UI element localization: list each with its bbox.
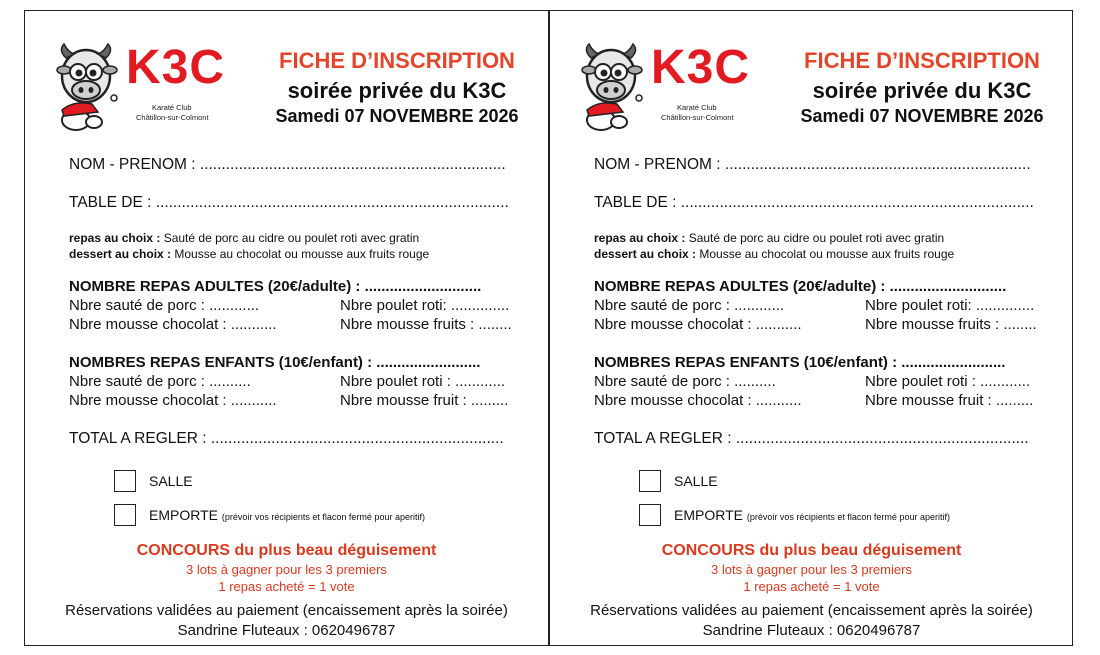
name-field[interactable]: NOM - PRENOM : ....................................................................... xyxy=(594,156,1031,173)
table-field[interactable]: TABLE DE : .................................................................................. xyxy=(594,194,1034,211)
contest-line2: 1 repas acheté = 1 vote xyxy=(218,579,355,594)
adults-porc-field[interactable]: Nbre sauté de porc : ............ xyxy=(69,297,260,314)
meal-choice xyxy=(594,231,944,245)
total-field[interactable]: TOTAL A REGLER : .................................................................... xyxy=(594,430,1029,447)
salle-checkbox[interactable] xyxy=(114,470,136,492)
emporte-option xyxy=(674,507,950,523)
emporte-note: (prévoir vos récipients et flacon fermé pour aperitif) xyxy=(221,512,425,522)
adults-poulet-field[interactable]: Nbre poulet roti: .............. xyxy=(340,297,510,314)
children-porc-field[interactable]: Nbre sauté de porc : .......... xyxy=(594,373,776,390)
footer-reservation: Réservations validées au paiement (encaissement après la soirée) xyxy=(590,602,1033,619)
logo-text: K3C xyxy=(651,41,751,94)
event-date: Samedi 07 NOVEMBRE 2026 xyxy=(275,106,519,126)
contest-title: CONCOURS du plus beau déguisement xyxy=(661,542,962,559)
adults-fruits-field[interactable]: Nbre mousse fruits : ........ xyxy=(865,316,1037,333)
k3c-logo xyxy=(54,40,229,135)
logo-club-line1: Karaté Club xyxy=(677,103,717,112)
children-poulet-field[interactable]: Nbre poulet roti : ............ xyxy=(865,373,1031,390)
footer-contact: Sandrine Fluteaux : 0620496787 xyxy=(702,622,921,639)
adults-poulet-field[interactable]: Nbre poulet roti: .............. xyxy=(865,297,1035,314)
logo-text: K3C xyxy=(126,41,226,94)
footer-reservation: Réservations validées au paiement (encaissement après la soirée) xyxy=(65,602,508,619)
emporte-option xyxy=(149,507,425,523)
dessert-choice xyxy=(594,247,954,261)
cow-mascot-icon xyxy=(579,40,649,135)
emporte-label: EMPORTE xyxy=(674,507,743,523)
footer-contact: Sandrine Fluteaux : 0620496787 xyxy=(177,622,396,639)
adults-heading[interactable]: NOMBRE REPAS ADULTES (20€/adulte) : ............................ xyxy=(594,278,1007,295)
form-subtitle: soirée privée du K3C xyxy=(812,78,1032,103)
logo-club-line1: Karaté Club xyxy=(152,103,192,112)
table-field[interactable]: TABLE DE : .................................................................................. xyxy=(69,194,509,211)
meal-choice xyxy=(69,231,419,245)
salle-checkbox[interactable] xyxy=(639,470,661,492)
adults-chocolat-field[interactable]: Nbre mousse chocolat : ........... xyxy=(594,316,802,333)
k3c-logo xyxy=(579,40,754,135)
dessert-choice-text: Mousse au chocolat ou mousse aux fruits rouge xyxy=(171,247,430,261)
registration-form-right xyxy=(549,10,1074,646)
dessert-choice-label: dessert au choix : xyxy=(594,247,697,261)
emporte-label: EMPORTE xyxy=(149,507,218,523)
contest-line1: 3 lots à gagner pour les 3 premiers xyxy=(186,562,387,577)
adults-heading[interactable]: NOMBRE REPAS ADULTES (20€/adulte) : ............................ xyxy=(69,278,482,295)
children-chocolat-field[interactable]: Nbre mousse chocolat : ........... xyxy=(69,392,277,409)
form-title: FICHE D’INSCRIPTION xyxy=(279,48,515,73)
children-fruit-field[interactable]: Nbre mousse fruit : ......... xyxy=(865,392,1034,409)
total-field[interactable]: TOTAL A REGLER : .................................................................... xyxy=(69,430,504,447)
salle-label: SALLE xyxy=(149,473,193,489)
adults-porc-field[interactable]: Nbre sauté de porc : ............ xyxy=(594,297,785,314)
emporte-checkbox[interactable] xyxy=(639,504,661,526)
meal-choice-label: repas au choix : xyxy=(594,231,686,245)
adults-fruits-field[interactable]: Nbre mousse fruits : ........ xyxy=(340,316,512,333)
children-poulet-field[interactable]: Nbre poulet roti : ............ xyxy=(340,373,506,390)
children-chocolat-field[interactable]: Nbre mousse chocolat : ........... xyxy=(594,392,802,409)
dessert-choice xyxy=(69,247,429,261)
form-title: FICHE D’INSCRIPTION xyxy=(804,48,1040,73)
meal-choice-label: repas au choix : xyxy=(69,231,161,245)
name-field[interactable]: NOM - PRENOM : ....................................................................... xyxy=(69,156,506,173)
contest-title: CONCOURS du plus beau déguisement xyxy=(136,542,437,559)
adults-chocolat-field[interactable]: Nbre mousse chocolat : ........... xyxy=(69,316,277,333)
dessert-choice-label: dessert au choix : xyxy=(69,247,172,261)
children-fruit-field[interactable]: Nbre mousse fruit : ......... xyxy=(340,392,509,409)
children-heading[interactable]: NOMBRES REPAS ENFANTS (10€/enfant) : ......................... xyxy=(69,354,481,371)
emporte-note: (prévoir vos récipients et flacon fermé pour aperitif) xyxy=(746,512,950,522)
logo-club-line2: Châtillon-sur-Colmont xyxy=(136,113,209,122)
contest-line1: 3 lots à gagner pour les 3 premiers xyxy=(711,562,912,577)
contest-line2: 1 repas acheté = 1 vote xyxy=(743,579,880,594)
emporte-checkbox[interactable] xyxy=(114,504,136,526)
dessert-choice-text: Mousse au chocolat ou mousse aux fruits rouge xyxy=(696,247,955,261)
children-heading[interactable]: NOMBRES REPAS ENFANTS (10€/enfant) : ......................... xyxy=(594,354,1006,371)
children-porc-field[interactable]: Nbre sauté de porc : .......... xyxy=(69,373,251,390)
event-date: Samedi 07 NOVEMBRE 2026 xyxy=(800,106,1044,126)
meal-choice-text: Sauté de porc au cidre ou poulet roti avec gratin xyxy=(160,231,420,245)
salle-label: SALLE xyxy=(674,473,718,489)
logo-club-line2: Châtillon-sur-Colmont xyxy=(661,113,734,122)
registration-form-left xyxy=(24,10,549,646)
meal-choice-text: Sauté de porc au cidre ou poulet roti avec gratin xyxy=(685,231,945,245)
cow-mascot-icon xyxy=(54,40,124,135)
form-subtitle: soirée privée du K3C xyxy=(287,78,507,103)
